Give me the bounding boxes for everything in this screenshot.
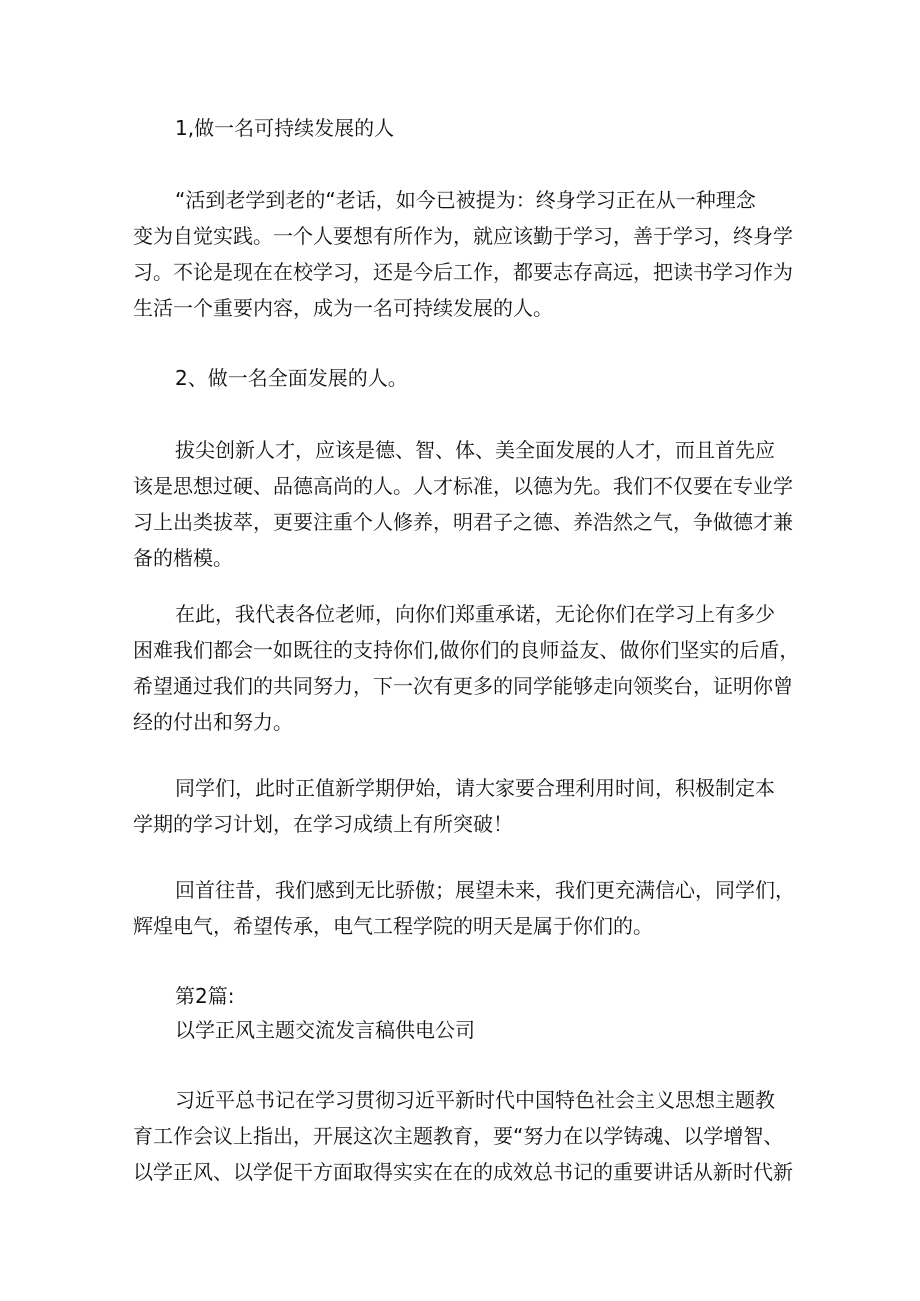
paragraph-line: 生活一个重要内容，成为一名可持续发展的人。 <box>133 296 553 320</box>
paragraph-line: 育工作会议上指出，开展这次主题教育，要“努力在以学铸魂、以学增智、 <box>133 1124 784 1148</box>
paragraph-line: 备的楷模。 <box>133 546 233 570</box>
heading-all-round-development: 2、做一名全面发展的人。 <box>175 366 408 390</box>
section-label: 第2篇: <box>175 984 235 1008</box>
paragraph-line: 学期的学习计划，在学习成绩上有所突破！ <box>133 812 513 836</box>
paragraph-line: 该是思想过硬、品德高尚的人。人才标准，以德为先。我们不仅要在专业学 <box>133 474 793 498</box>
paragraph-teachers-promise <box>133 596 800 740</box>
paragraph-line: 变为自觉实践。一个人要想有所作为，就应该勤于学习，善于学习，终身学 <box>133 224 793 248</box>
paragraph-line: 以学正风、以学促干方面取得实实在在的成效总书记的重要讲话从新时代新 <box>133 1160 793 1184</box>
paragraph-lifelong-learning <box>133 182 793 326</box>
paragraph-new-semester <box>133 770 793 842</box>
paragraph-line: 回首往昔，我们感到无比骄傲；展望未来，我们更充满信心，同学们， <box>175 878 795 902</box>
paragraph-line: 同学们，此时正值新学期伊始，请大家要合理利用时间，积极制定本 <box>175 776 775 800</box>
paragraph-theme-education <box>133 1082 793 1190</box>
paragraph-line: 希望通过我们的共同努力，下一次有更多的同学能够走向领奖台，证明你曾 <box>133 674 793 698</box>
paragraph-line: “活到老学到老的“老话，如今已被提为：终身学习正在从一种理念 <box>175 188 756 212</box>
paragraph-line: 习上出类拔萃，更要注重个人修养，明君子之德、养浩然之气，争做德才兼 <box>133 510 793 534</box>
heading-sustainable-development: 1,做一名可持续发展的人 <box>175 116 395 140</box>
paragraph-line: 经的付出和努力。 <box>133 710 293 734</box>
section-title: 以学正风主题交流发言稿供电公司 <box>175 1018 475 1042</box>
paragraph-looking-forward <box>133 872 793 944</box>
paragraph-line: 习近平总书记在学习贯彻习近平新时代中国特色社会主义思想主题教 <box>175 1088 775 1112</box>
paragraph-line: 习。不论是现在在校学习，还是今后工作，都要志存高远，把读书学习作为 <box>133 260 793 284</box>
paragraph-line: 在此，我代表各位老师，向你们郑重承诺，无论你们在学习上有多少 <box>175 602 775 626</box>
paragraph-talent-standard <box>133 432 793 576</box>
paragraph-line: 困难我们都会一如既往的支持你们,做你们的良师益友、做你们坚实的后盾， <box>133 638 800 662</box>
paragraph-line: 辉煌电气，希望传承，电气工程学院的明天是属于你们的。 <box>133 914 653 938</box>
paragraph-line: 拔尖创新人才，应该是德、智、体、美全面发展的人才，而且首先应 <box>175 438 775 462</box>
